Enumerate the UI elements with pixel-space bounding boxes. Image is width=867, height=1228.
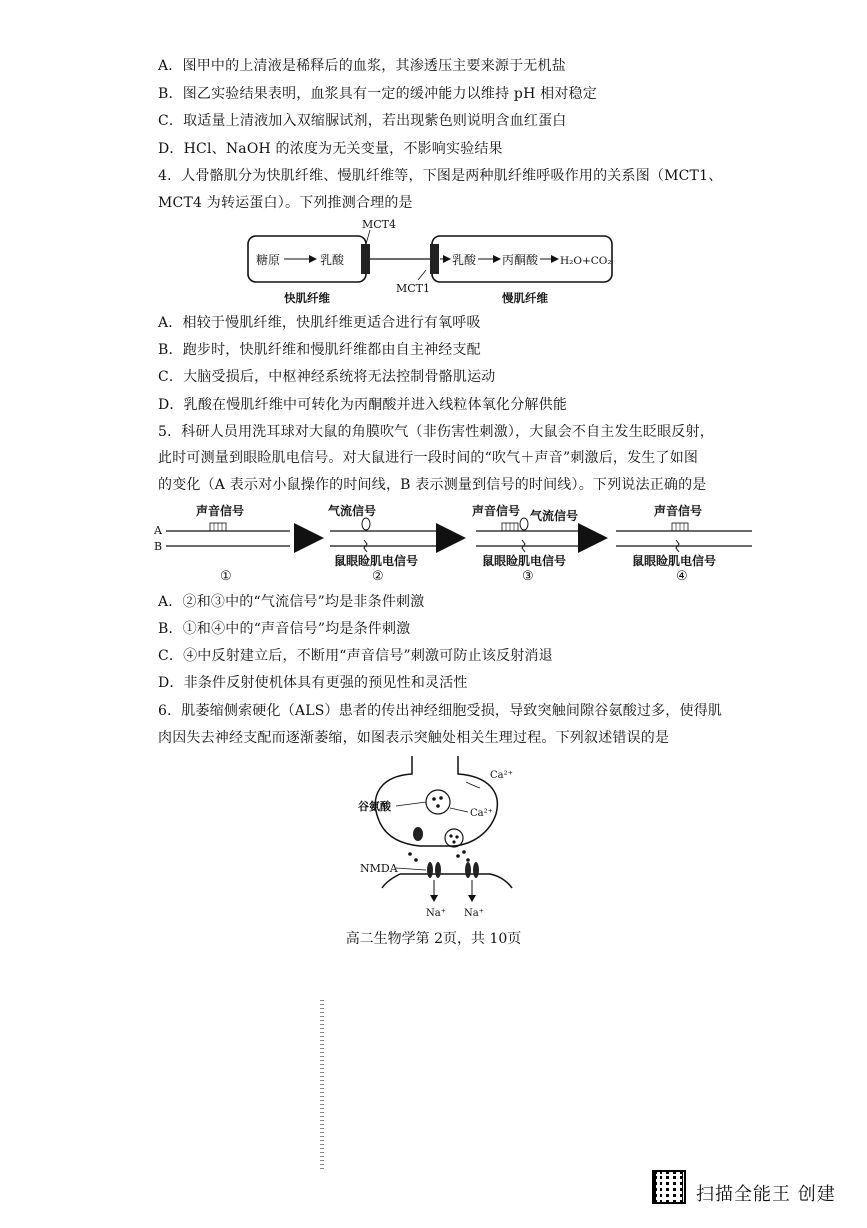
ca-top-label: Ca²⁺: [490, 770, 513, 781]
q5-option-c: C．④中反射建立后，不断用“声音信号”刺激可防止该反射消退: [158, 648, 553, 664]
mct4-label: MCT4: [362, 218, 397, 231]
qr-code-icon: [652, 1170, 686, 1204]
p1-number: ①: [220, 569, 232, 584]
slow-fiber-caption: 慢肌纤维: [502, 291, 548, 305]
q5-option-b: B．①和④中的“声音信号”均是条件刺激: [158, 621, 411, 637]
panel-1: [166, 503, 290, 584]
q4-stem-line1: 4．人骨骼肌分为快肌纤维、慢肌纤维等，下图是两种肌纤维呼吸作用的关系图（MCT1、: [158, 168, 723, 184]
p4-number: ④: [676, 569, 688, 584]
transporter: [413, 827, 423, 841]
mct4-transporter: [361, 244, 370, 274]
q5-stem-line1: 5．科研人员用洗耳球对大鼠的角膜吹气（非伤害性刺激），大鼠会不自主发生眨眼反射，: [158, 424, 714, 440]
p1-sound-label: 声音信号: [196, 504, 245, 518]
pyruvate-label: 丙酮酸: [502, 253, 539, 267]
q4-option-b: B．跑步时，快肌纤维和慢肌纤维都由自主神经支配: [158, 342, 481, 358]
nmda-receptor-left: [427, 862, 433, 878]
panel-2: [328, 503, 440, 584]
vesicle: [426, 790, 450, 814]
mct1-transporter: [430, 244, 439, 274]
p3-sound-label: 声音信号: [472, 504, 521, 518]
scanner-brand: 扫描全能王 创建: [696, 1184, 836, 1205]
mct1-label: MCT1: [396, 282, 431, 295]
glutamate-label: 谷氨酸: [358, 800, 391, 813]
synapse-diagram: [350, 756, 530, 918]
q3-option-d: D．HCl、NaOH 的浓度为无关变量，不影响实验结果: [158, 141, 503, 157]
p4-sound-label: 声音信号: [654, 504, 703, 518]
q5-stem-line3: 的变化（A 表示对小鼠操作的时间线，B 表示测量到信号的时间线）。下列说法正确的是: [158, 477, 707, 493]
q3-option-b: B．图乙实验结果表明，血浆具有一定的缓冲能力以维持 pH 相对稳定: [158, 86, 597, 102]
line-a-label: A: [154, 524, 162, 537]
glycogen-label: 糖原: [256, 253, 281, 267]
ca-mid-label: Ca²⁺: [470, 808, 493, 819]
p3-emg-label: 鼠眼睑肌电信号: [482, 554, 567, 568]
p2-number: ②: [372, 569, 384, 584]
na-right-label: Na⁺: [464, 908, 484, 918]
q6-stem-line2: 肉因失去神经支配而逐渐萎缩，如图表示突触处相关生理过程。下列叙述错误的是: [158, 730, 670, 746]
page-number: 高二生物学第 2页，共 10页: [345, 931, 522, 947]
q5-option-a: A．②和③中的“气流信号”均是非条件刺激: [158, 594, 425, 610]
lactate-fast-label: 乳酸: [320, 253, 345, 267]
q3-option-c: C．取适量上清液加入双缩脲试剂，若出现紫色则说明含血红蛋白: [158, 113, 567, 129]
q5-option-d: D．非条件反射使机体具有更强的预见性和灵活性: [158, 675, 468, 691]
scan-artifact: [320, 1000, 324, 1170]
p2-emg-label: 鼠眼睑肌电信号: [334, 554, 419, 568]
lactate-slow-label: 乳酸: [452, 253, 477, 267]
muscle-fiber-diagram: [240, 214, 620, 306]
fast-fiber-caption: 快肌纤维: [284, 291, 330, 305]
panel-4: [616, 503, 752, 584]
p3-number: ③: [522, 569, 534, 584]
na-left-label: Na⁺: [426, 908, 446, 918]
presynaptic-terminal: [375, 756, 497, 846]
p4-emg-label: 鼠眼睑肌电信号: [632, 554, 717, 568]
q5-stem-line2: 此时可测量到眼睑肌电信号。对大鼠进行一段时间的“吹气＋声音”刺激后，发生了如图: [158, 450, 699, 466]
line-b-label: B: [154, 540, 163, 553]
p3-air-label: 气流信号: [530, 509, 579, 523]
q4-option-c: C．大脑受损后，中枢神经系统将无法控制骨骼肌运动: [158, 369, 496, 385]
conditioning-timeline-diagram: [150, 498, 760, 586]
q4-option-d: D．乳酸在慢肌纤维中可转化为丙酮酸并进入线粒体氧化分解供能: [158, 397, 568, 413]
q4-option-a: A．相较于慢肌纤维，快肌纤维更适合进行有氧呼吸: [158, 315, 481, 331]
products-label: H₂O+CO₂: [560, 255, 612, 267]
q6-stem-line1: 6．肌萎缩侧索硬化（ALS）患者的传出神经细胞受损，导致突触间隙谷氨酸过多，使得肌: [158, 703, 723, 719]
postsynaptic-membrane: [400, 874, 512, 888]
q3-option-a: A．图甲中的上清液是稀释后的血浆，其渗透压主要来源于无机盐: [158, 58, 566, 74]
nmda-label: NMDA: [360, 862, 398, 875]
panel-3: [472, 503, 582, 584]
nmda-receptor-right: [465, 862, 471, 878]
q4-stem-line2: MCT4 为转运蛋白）。下列推测合理的是: [158, 195, 413, 211]
p2-air-label: 气流信号: [328, 504, 377, 518]
